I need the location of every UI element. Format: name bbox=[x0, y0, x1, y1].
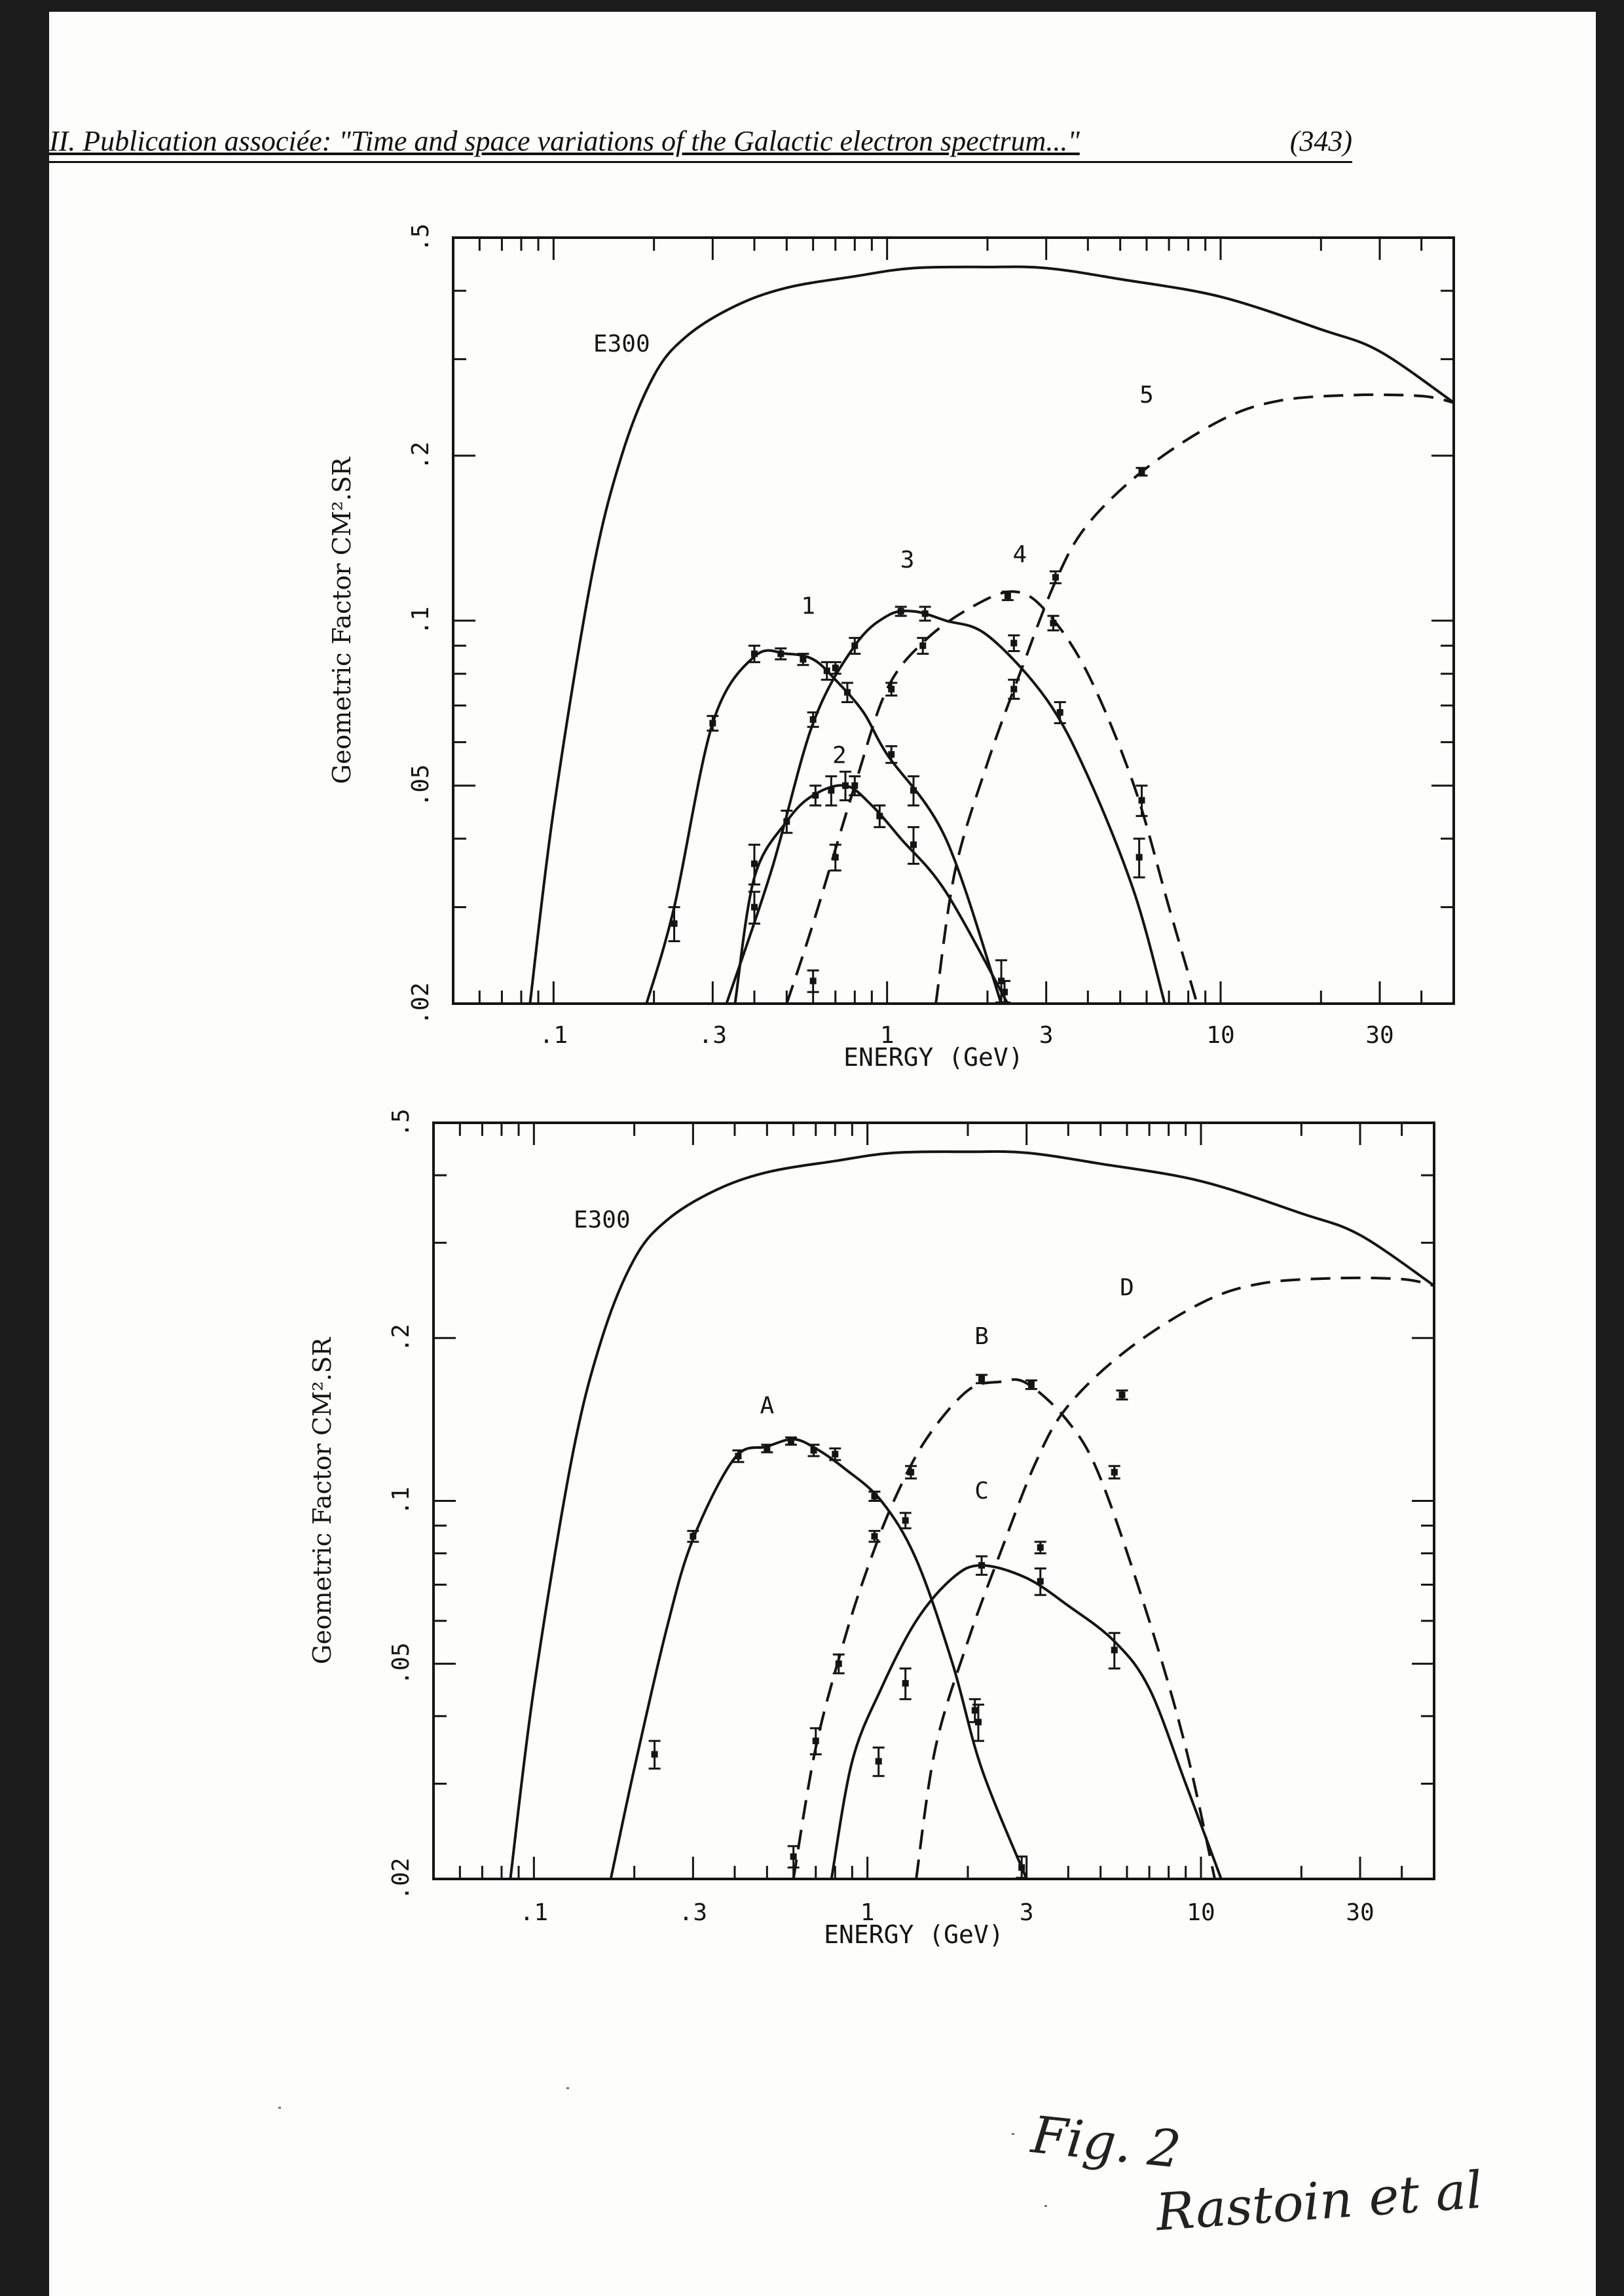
data-point-B bbox=[813, 1738, 819, 1744]
plot-area bbox=[510, 1152, 1434, 1879]
data-point-C bbox=[1037, 1578, 1044, 1584]
y-tick-label: .02 bbox=[407, 982, 434, 1025]
scan-speck bbox=[278, 2107, 281, 2109]
header-title: II. Publication associée: "Time and space variations of the Galactic electron spectrum..." bbox=[49, 125, 1080, 157]
y-tick-label: .5 bbox=[407, 223, 434, 252]
handwritten-author: Rastoin et al bbox=[1154, 2160, 1485, 2243]
x-tick-label: .3 bbox=[678, 1899, 708, 1926]
scan-speck bbox=[1012, 2133, 1014, 2135]
data-point-B bbox=[871, 1533, 877, 1540]
series-label-2: 2 bbox=[832, 742, 847, 769]
y-tick-label: .02 bbox=[388, 1857, 415, 1901]
series-line-B bbox=[794, 1379, 1215, 1879]
x-tick-label: 3 bbox=[1039, 1022, 1054, 1049]
x-tick-label: 1 bbox=[860, 1899, 875, 1926]
series-label-1: 1 bbox=[801, 592, 816, 620]
y-axis-label: Geometric Factor CM².SR bbox=[308, 1337, 337, 1665]
x-tick-label: 10 bbox=[1187, 1899, 1215, 1926]
data-point-A bbox=[764, 1445, 770, 1451]
chart-bottom bbox=[49, 12, 1596, 2041]
handwritten-fig-label: Fig. 2 bbox=[1028, 2105, 1184, 2180]
x-tick-label: 30 bbox=[1365, 1022, 1394, 1049]
series-label-4: 4 bbox=[1012, 541, 1027, 568]
data-point-A bbox=[832, 1451, 838, 1457]
scan-speck bbox=[566, 2087, 569, 2089]
y-tick-label: .5 bbox=[388, 1108, 415, 1137]
series-line-D bbox=[916, 1278, 1434, 1879]
data-point-B bbox=[908, 1469, 914, 1476]
x-axis-label: ENERGY (GeV) bbox=[824, 1920, 1004, 1949]
series-label-E300: E300 bbox=[573, 1207, 631, 1234]
data-point-B bbox=[836, 1660, 842, 1667]
data-point-B bbox=[902, 1517, 909, 1523]
data-point-A bbox=[735, 1453, 741, 1459]
plot-frame bbox=[434, 1123, 1434, 1879]
data-point-B bbox=[790, 1853, 797, 1860]
y-tick-label: .05 bbox=[388, 1642, 415, 1685]
x-tick-label: 30 bbox=[1346, 1899, 1375, 1926]
data-point-B bbox=[1111, 1469, 1118, 1476]
data-point-C bbox=[978, 1562, 985, 1569]
x-tick-label: .3 bbox=[698, 1022, 728, 1049]
series-label-3: 3 bbox=[900, 546, 915, 574]
x-axis-label: ENERGY (GeV) bbox=[843, 1043, 1024, 1072]
data-point-D bbox=[1118, 1392, 1125, 1398]
data-point-C bbox=[1111, 1647, 1118, 1653]
data-point-C bbox=[876, 1758, 882, 1764]
data-point-A bbox=[811, 1447, 817, 1453]
data-point-D bbox=[1037, 1544, 1044, 1551]
y-tick-label: .2 bbox=[388, 1324, 415, 1353]
y-tick-label: .05 bbox=[407, 764, 434, 807]
series-label-A: A bbox=[760, 1393, 775, 1420]
data-point-A bbox=[690, 1533, 696, 1540]
data-point-D bbox=[972, 1707, 978, 1713]
header-page-number: (343) bbox=[1289, 125, 1352, 157]
series-label-E300: E300 bbox=[593, 330, 650, 357]
y-tick-label: .1 bbox=[407, 606, 434, 635]
series-label-B: B bbox=[974, 1322, 989, 1350]
data-point-A bbox=[1018, 1864, 1025, 1870]
y-tick-label: .1 bbox=[388, 1486, 415, 1516]
document-page bbox=[49, 12, 1596, 2296]
x-tick-label: .1 bbox=[539, 1022, 568, 1049]
series-line-C bbox=[832, 1565, 1221, 1879]
scan-speck bbox=[1044, 2205, 1047, 2207]
x-tick-label: 1 bbox=[879, 1022, 895, 1049]
y-tick-label: .2 bbox=[407, 441, 434, 470]
data-point-A bbox=[871, 1493, 877, 1499]
x-tick-label: .1 bbox=[519, 1899, 549, 1926]
data-point-B bbox=[1028, 1381, 1035, 1388]
x-tick-label: 10 bbox=[1206, 1022, 1235, 1049]
data-point-A bbox=[652, 1751, 658, 1758]
data-point-C bbox=[902, 1680, 909, 1686]
x-tick-label: 3 bbox=[1019, 1899, 1034, 1926]
series-label-D: D bbox=[1120, 1274, 1134, 1302]
series-label-5: 5 bbox=[1139, 381, 1154, 409]
series-line-E300 bbox=[510, 1152, 1434, 1879]
data-point-A bbox=[788, 1438, 794, 1444]
y-axis-label: Geometric Factor CM².SR bbox=[327, 457, 356, 784]
series-label-C: C bbox=[974, 1477, 989, 1504]
data-point-B bbox=[978, 1376, 985, 1382]
series-line-A bbox=[611, 1439, 1027, 1879]
